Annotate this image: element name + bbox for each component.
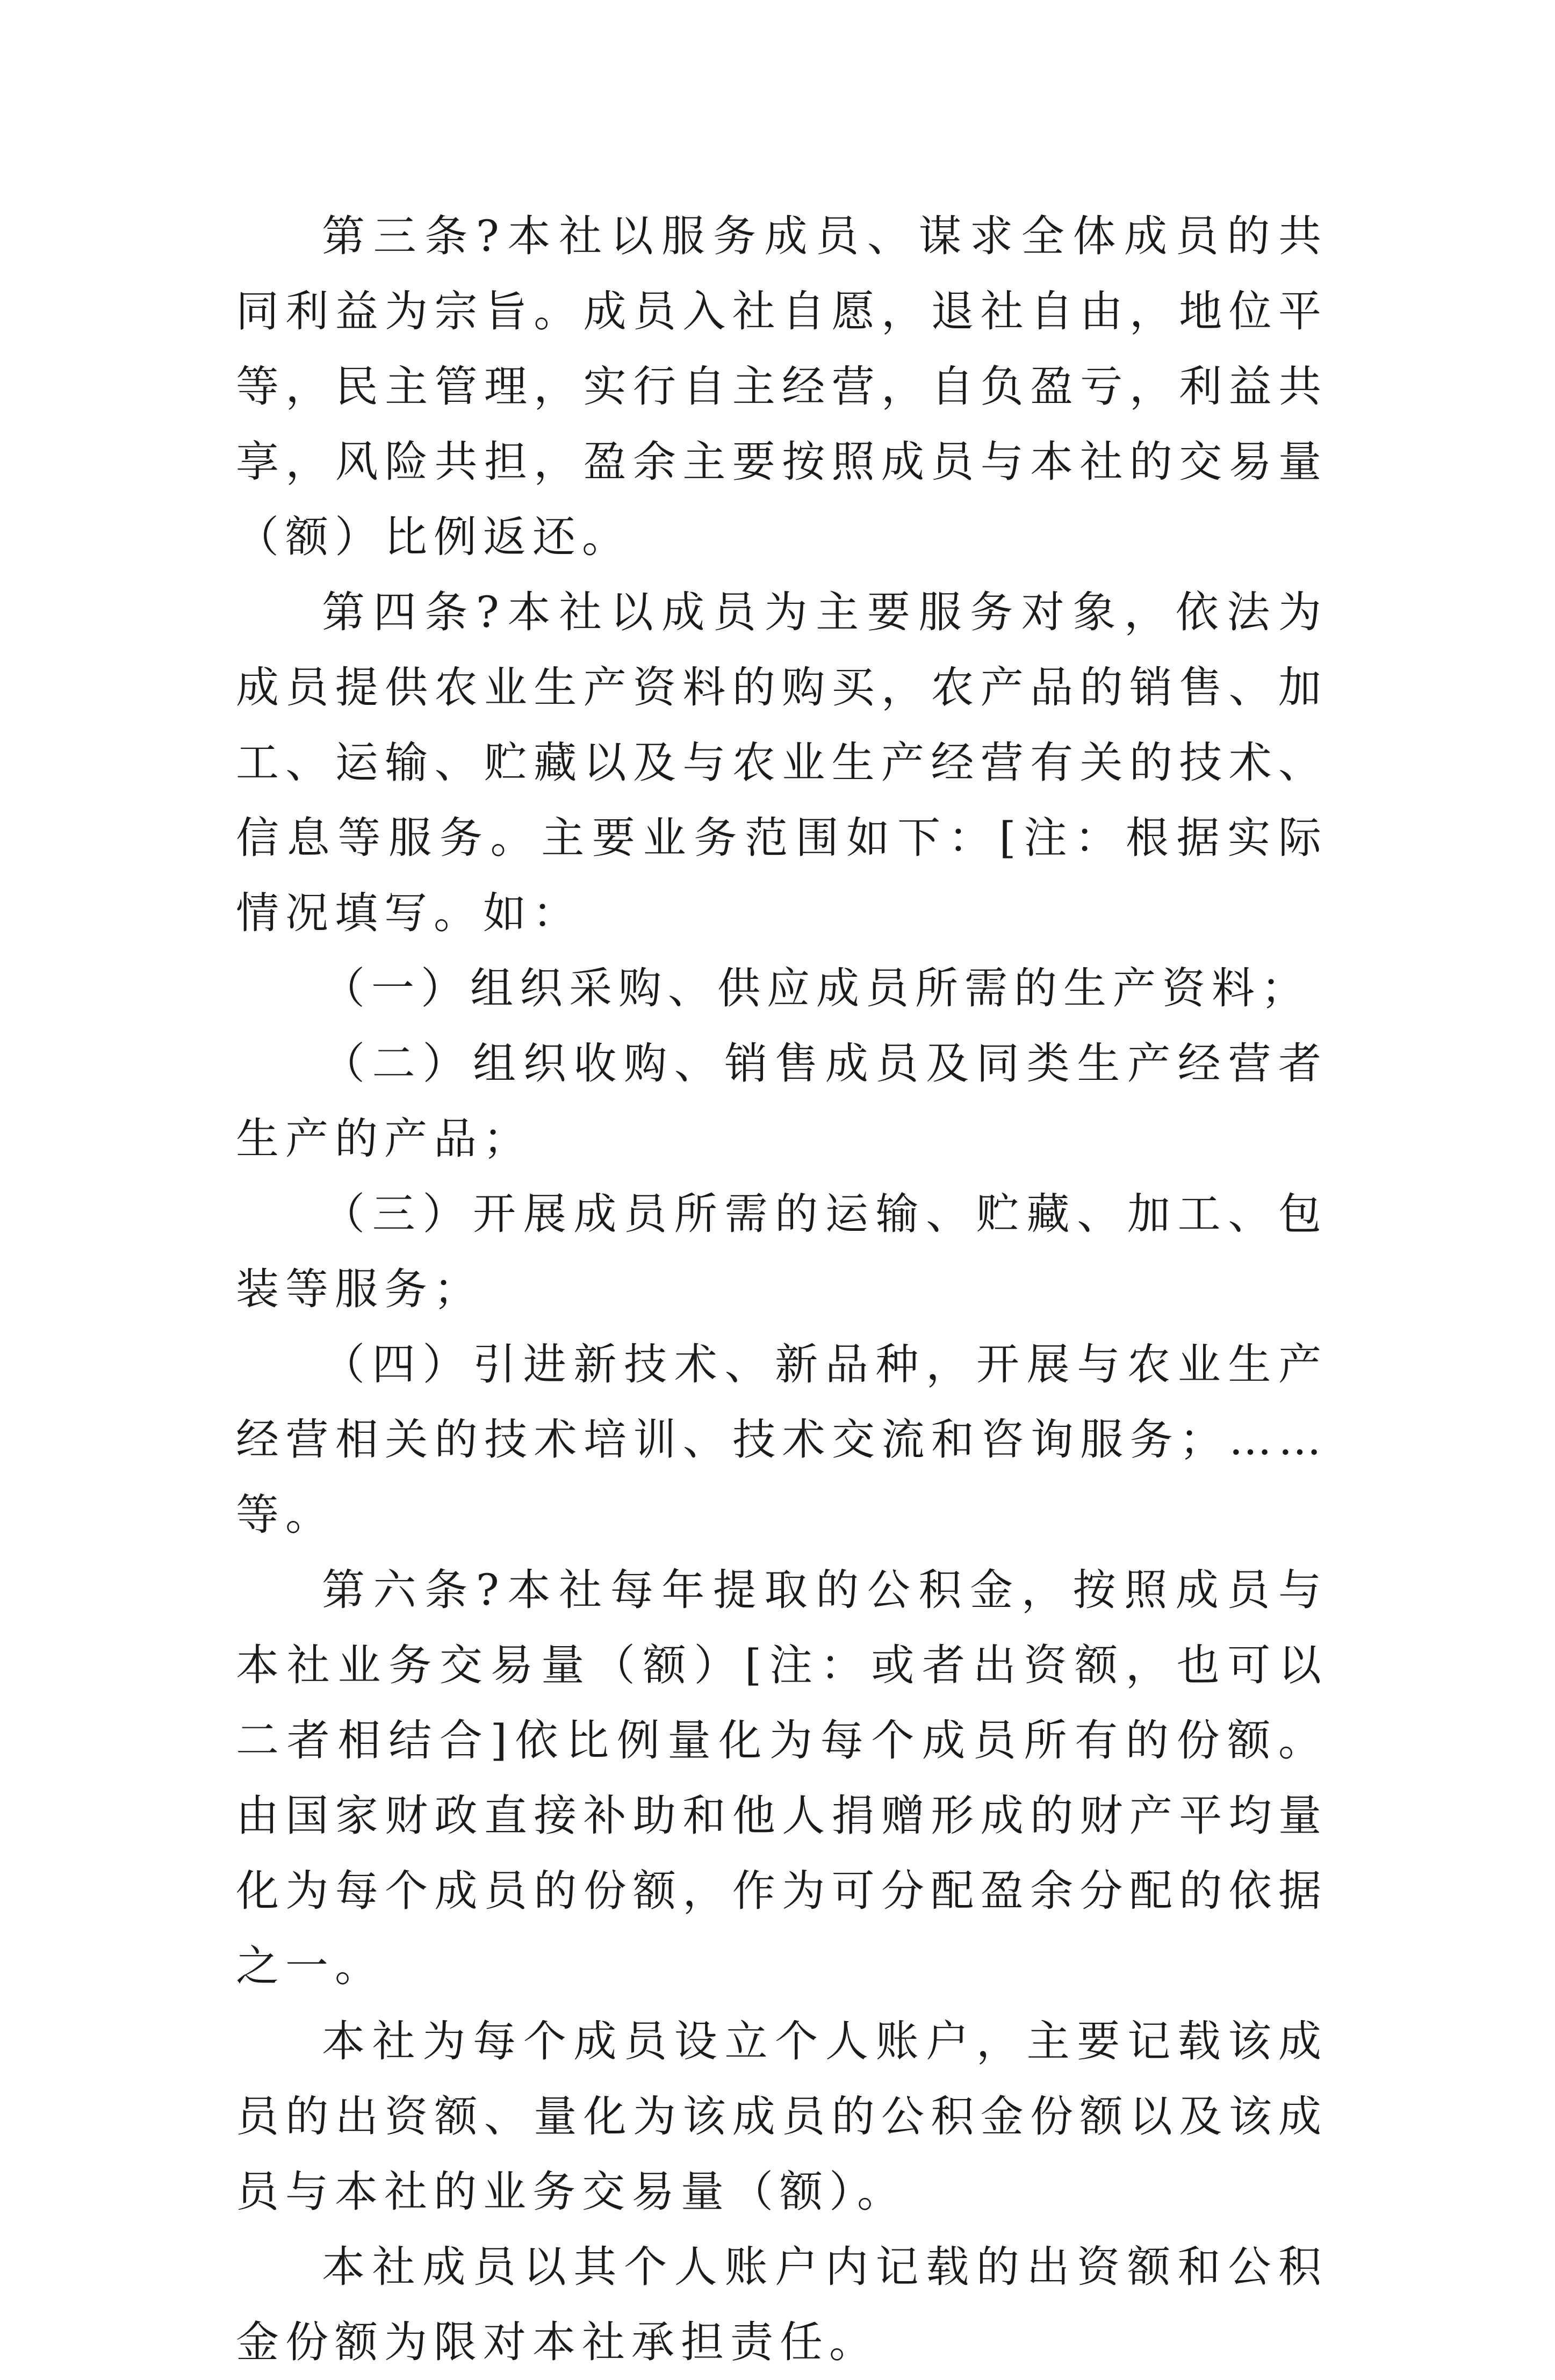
list-item-4: （四）引进新技术、新品种，开展与农业生产经营相关的技术培训、技术交流和咨询服务；……等。 — [236, 1339, 1328, 1540]
paragraph-article-6: 第六条?本社每年提取的公积金，按照成员与本社业务交易量（额）[注：或者出资额，也可以二者相结合]依比例量化为每个成员所有的份额。由国家财政直接补助和他人捐赠形成的财产平均量化为每个成员的份额，作为可分配盈余分配的依据之一。 — [236, 1565, 1328, 1991]
paragraph-liability: 本社成员以其个人账户内记载的出资额和公积金份额为限对本社承担责任。 — [236, 2242, 1328, 2367]
document-body — [236, 199, 1328, 2380]
list-item-2: （二）组织收购、销售成员及同类生产经营者生产的产品； — [236, 1038, 1328, 1164]
paragraph-personal-account: 本社为每个成员设立个人账户，主要记载该成员的出资额、量化为该成员的公积金份额以及该成员与本社的业务交易量（额）。 — [236, 2016, 1328, 2217]
paragraph-article-3: 第三条?本社以服务成员、谋求全体成员的共同利益为宗旨。成员入社自愿，退社自由，地位平等，民主管理，实行自主经营，自负盈亏，利益共享，风险共担，盈余主要按照成员与本社的交易量（额）比例返还。 — [236, 211, 1328, 562]
list-item-3: （三）开展成员所需的运输、贮藏、加工、包装等服务； — [236, 1189, 1328, 1314]
paragraph-article-4: 第四条?本社以成员为主要服务对象，依法为成员提供农业生产资料的购买，农产品的销售、加工、运输、贮藏以及与农业生产经营有关的技术、信息等服务。主要业务范围如下：[注：根据实际情况填写。如： — [236, 587, 1328, 938]
list-item-1: （一）组织采购、供应成员所需的生产资料； — [322, 963, 1311, 1013]
